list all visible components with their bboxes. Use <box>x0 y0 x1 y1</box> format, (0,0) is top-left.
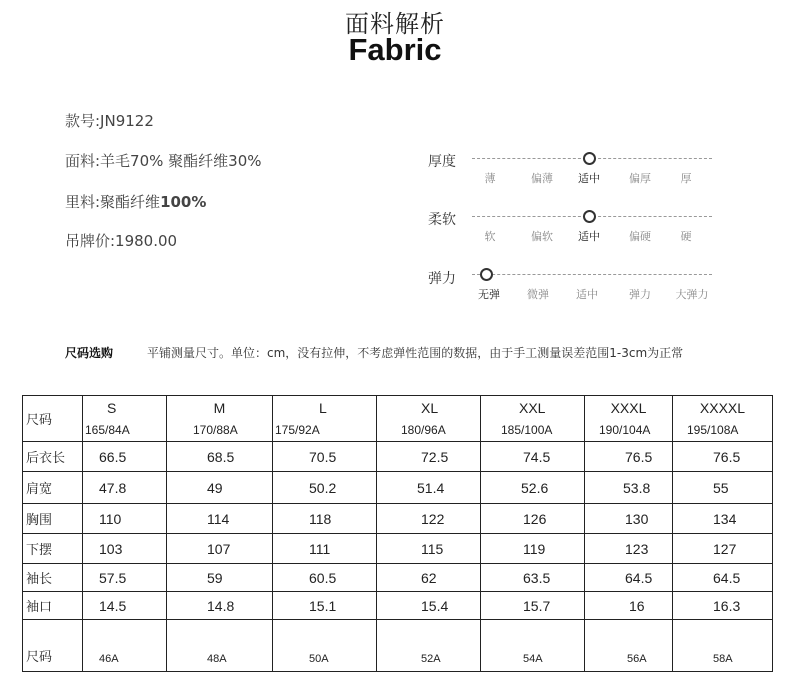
table-cell: 123 <box>585 534 673 564</box>
lining-percent: 100% <box>160 193 207 211</box>
size-standard: 180/96A <box>377 420 481 442</box>
table-cell: 126 <box>481 504 585 534</box>
table-cell: 66.5 <box>83 442 167 472</box>
scale-line <box>472 274 712 275</box>
corner-label: 尺码 <box>23 396 83 442</box>
scale-option: 厚 <box>680 172 692 185</box>
table-cell: 119 <box>481 534 585 564</box>
table-cell: 103 <box>83 534 167 564</box>
style-number: 款号:JN9122 <box>65 112 154 130</box>
table-cell: 50.2 <box>273 472 377 504</box>
size-standard: 190/104A <box>585 420 673 442</box>
lining-label: 里料:聚酯纤维 <box>65 193 161 211</box>
table-row <box>23 534 773 564</box>
table-cell: 68.5 <box>167 442 273 472</box>
size-standard: 185/100A <box>481 420 585 442</box>
scale-option: 偏硬 <box>629 230 651 243</box>
table-cell: 56A <box>585 620 673 672</box>
row-label: 袖口 <box>23 592 83 620</box>
table-cell: 47.8 <box>83 472 167 504</box>
table-cell: 14.8 <box>167 592 273 620</box>
fabric-composition: 面料:羊毛70% 聚酯纤维30% <box>65 152 262 170</box>
scale-option: 适中 <box>578 230 600 243</box>
page-title-en: Fabric <box>348 32 442 67</box>
scale-option: 偏薄 <box>531 172 553 185</box>
table-cell: 62 <box>377 564 481 592</box>
row-label: 尺码 <box>23 620 83 672</box>
scale-option: 微弹 <box>527 288 549 301</box>
size-label: L <box>273 396 377 420</box>
tag-price: 吊牌价:1980.00 <box>65 232 178 250</box>
table-cell: 64.5 <box>673 564 773 592</box>
scale-indicator <box>583 152 596 165</box>
row-label: 袖长 <box>23 564 83 592</box>
table-cell: 49 <box>167 472 273 504</box>
size-standard: 170/88A <box>167 420 273 442</box>
scale-option: 大弹力 <box>675 288 709 301</box>
table-cell: 134 <box>673 504 773 534</box>
table-cell: 70.5 <box>273 442 377 472</box>
table-cell: 52A <box>377 620 481 672</box>
scale-option: 无弹 <box>478 288 500 301</box>
table-row <box>23 564 773 592</box>
table-cell: 127 <box>673 534 773 564</box>
scale-option: 适中 <box>578 172 600 185</box>
table-cell: 115 <box>377 534 481 564</box>
table-cell: 63.5 <box>481 564 585 592</box>
size-label: XL <box>377 396 481 420</box>
scale-option: 偏厚 <box>629 172 651 185</box>
scale-label: 柔软 <box>428 212 456 228</box>
table-cell: 16 <box>585 592 673 620</box>
table-row <box>23 442 773 472</box>
scale-option: 适中 <box>576 288 598 301</box>
table-cell: 58A <box>673 620 773 672</box>
table-row <box>23 592 773 620</box>
scale-indicator <box>583 210 596 223</box>
size-table <box>22 395 773 672</box>
table-cell: 46A <box>83 620 167 672</box>
table-cell: 59 <box>167 564 273 592</box>
scale-option: 偏软 <box>531 230 553 243</box>
scale-label: 厚度 <box>428 154 456 170</box>
size-label: M <box>167 396 273 420</box>
table-cell: 15.7 <box>481 592 585 620</box>
table-cell: 48A <box>167 620 273 672</box>
row-label: 肩宽 <box>23 472 83 504</box>
table-row <box>23 504 773 534</box>
scale-indicator <box>480 268 493 281</box>
table-cell: 54A <box>481 620 585 672</box>
table-cell: 110 <box>83 504 167 534</box>
size-section-title: 尺码选购 <box>65 346 114 360</box>
table-cell: 122 <box>377 504 481 534</box>
table-cell: 118 <box>273 504 377 534</box>
table-cell: 15.4 <box>377 592 481 620</box>
table-cell: 76.5 <box>673 442 773 472</box>
size-standard: 175/92A <box>273 420 377 442</box>
size-standard: 195/108A <box>673 420 773 442</box>
size-label: XXXL <box>585 396 673 420</box>
table-row <box>23 472 773 504</box>
table-cell: 60.5 <box>273 564 377 592</box>
size-section-note: 平铺测量尺寸。单位：cm，没有拉伸，不考虑弹性范围的数据，由于手工测量误差范围1-3cm为正常 <box>147 346 684 360</box>
page-title-cn: 面料解析 <box>345 10 445 38</box>
scale-label: 弹力 <box>428 271 456 287</box>
size-label: XXXXL <box>673 396 773 420</box>
table-cell: 76.5 <box>585 442 673 472</box>
table-cell: 107 <box>167 534 273 564</box>
table-cell: 130 <box>585 504 673 534</box>
table-cell: 114 <box>167 504 273 534</box>
table-cell: 52.6 <box>481 472 585 504</box>
scale-option: 薄 <box>484 172 496 185</box>
table-cell: 72.5 <box>377 442 481 472</box>
scale-option: 软 <box>484 230 496 243</box>
scale-option: 弹力 <box>629 288 651 301</box>
table-cell: 14.5 <box>83 592 167 620</box>
size-label: S <box>83 396 167 420</box>
scale-option: 硬 <box>680 230 692 243</box>
table-cell: 51.4 <box>377 472 481 504</box>
table-cell: 50A <box>273 620 377 672</box>
table-cell: 15.1 <box>273 592 377 620</box>
table-row <box>23 620 773 672</box>
lining-composition <box>65 191 206 212</box>
size-header-row <box>23 396 773 420</box>
table-cell: 53.8 <box>585 472 673 504</box>
standard-row <box>23 420 773 442</box>
size-label: XXL <box>481 396 585 420</box>
table-cell: 111 <box>273 534 377 564</box>
table-cell: 16.3 <box>673 592 773 620</box>
row-label: 下摆 <box>23 534 83 564</box>
table-cell: 57.5 <box>83 564 167 592</box>
table-cell: 55 <box>673 472 773 504</box>
row-label: 后衣长 <box>23 442 83 472</box>
size-standard: 165/84A <box>83 420 167 442</box>
row-label: 胸围 <box>23 504 83 534</box>
table-cell: 64.5 <box>585 564 673 592</box>
table-cell: 74.5 <box>481 442 585 472</box>
